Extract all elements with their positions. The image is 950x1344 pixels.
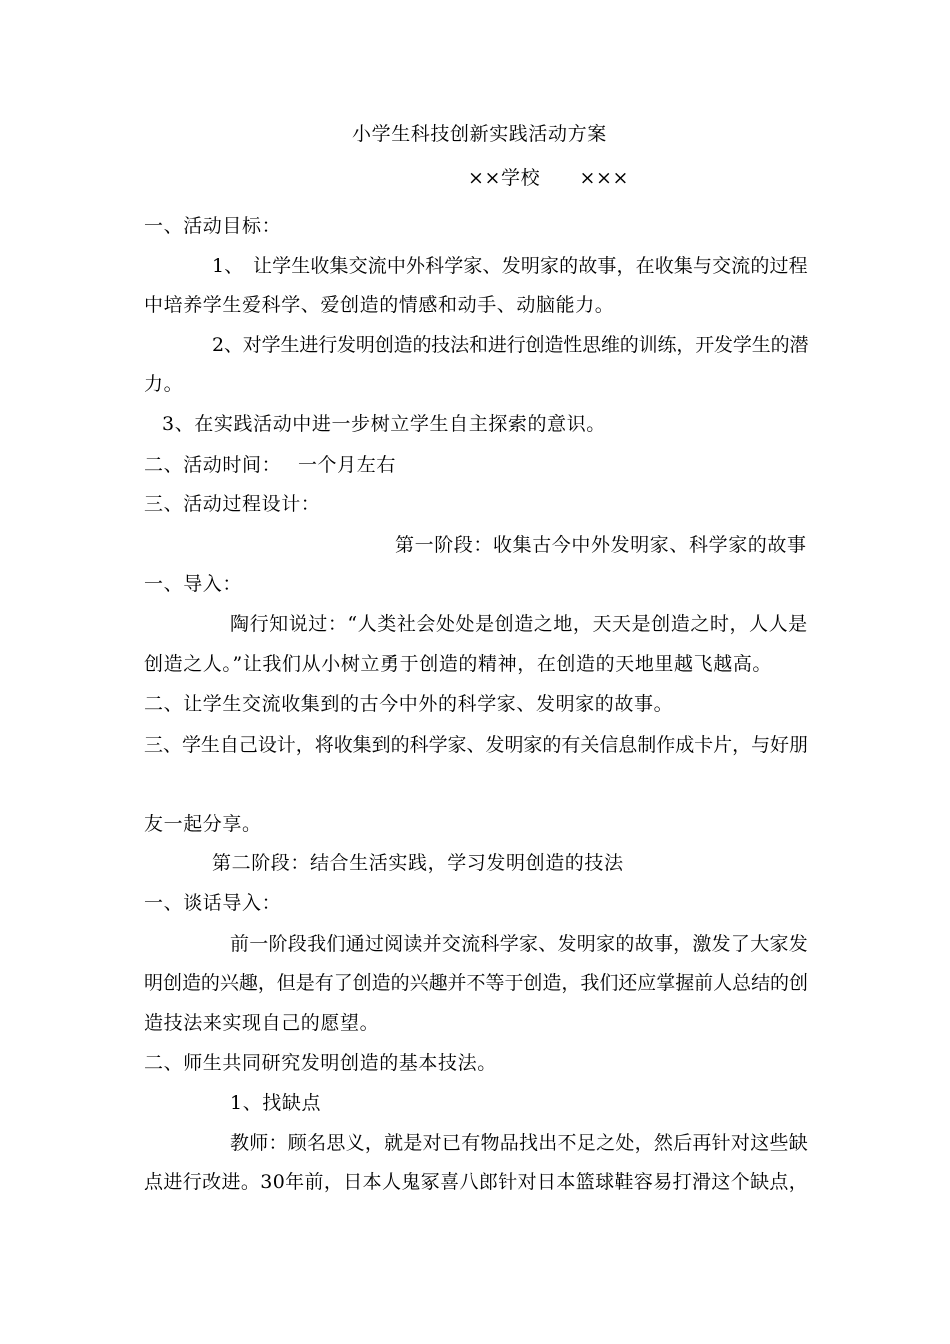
section-heading: 二、活动时间： 一个月左右 [144,454,396,476]
stage-heading: 第一阶段：收集古今中外发明家、科学家的故事 [395,534,807,556]
document-title: 小学生科技创新实践活动方案 [352,123,607,145]
paragraph-line: 力。 [144,373,184,395]
subsection-heading: 1、找缺点 [230,1092,322,1114]
paragraph-line: 二、让学生交流收集到的古今中外的科学家、发明家的故事。 [144,693,674,715]
paragraph-line: 三、学生自己设计，将收集到的科学家、发明家的有关信息制作成卡片，与好朋 [144,734,809,756]
section-heading: 三、活动过程设计： [144,493,321,515]
paragraph-line: 友一起分享。 [144,813,262,835]
paragraph-line: 明创造的兴趣，但是有了创造的兴趣并不等于创造，我们还应掌握前人总结的创 [144,972,809,994]
document-byline: ××学校 ××× [468,167,629,189]
paragraph-line: 创造之人。”让我们从小树立勇于创造的精神，在创造的天地里越飞越高。 [144,653,773,675]
section-heading: 二、师生共同研究发明创造的基本技法。 [144,1052,497,1074]
section-heading: 一、活动目标： [144,215,282,237]
paragraph-line: 前一阶段我们通过阅读并交流科学家、发明家的故事，激发了大家发 [230,933,809,955]
paragraph-line: 陶行知说过：“人类社会处处是创造之地，天天是创造之时，人人是 [230,613,808,635]
stage-heading: 第二阶段：结合生活实践，学习发明创造的技法 [212,852,624,874]
paragraph-line: 造技法来实现自己的愿望。 [144,1012,380,1034]
paragraph-line: 1、 让学生收集交流中外科学家、发明家的故事，在收集与交流的过程 [212,255,808,277]
paragraph-line: 2、对学生进行发明创造的技法和进行创造性思维的训练，开发学生的潜 [212,334,809,356]
paragraph-line: 3、在实践活动中进一步树立学生自主探索的意识。 [162,413,606,435]
paragraph-line: 中培养学生爱科学、爱创造的情感和动手、动脑能力。 [144,294,615,316]
section-heading: 一、导入： [144,573,243,595]
paragraph-line: 点进行改进。30年前，日本人鬼冢喜八郎针对日本篮球鞋容易打滑这个缺点， [144,1171,809,1193]
paragraph-line: 教师：顾名思义，就是对已有物品找出不足之处，然后再针对这些缺 [230,1132,809,1154]
section-heading: 一、谈话导入： [144,892,282,914]
